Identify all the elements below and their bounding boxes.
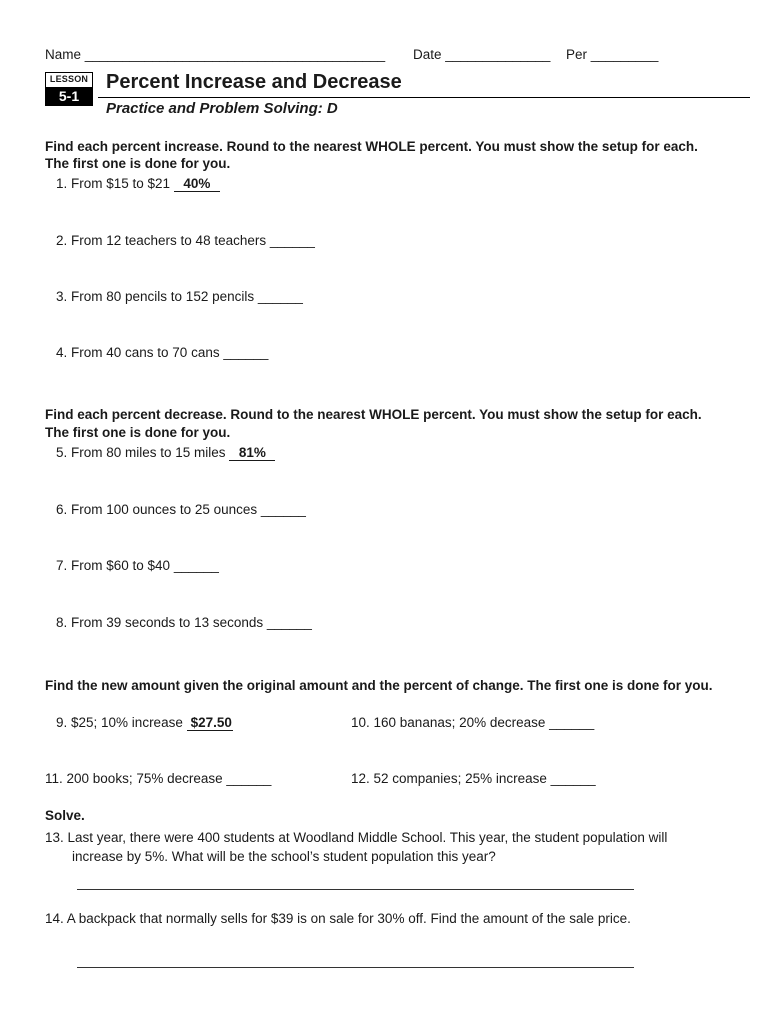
section3-instructions: Find the new amount given the original amount and the percent of change. The first one is done for you. [45,678,713,693]
problem-13-answer-line[interactable] [77,889,634,890]
date-field[interactable]: Date ______________ [413,47,551,62]
problem-13-line1: 13. Last year, there were 400 students at Woodland Middle School. This year, the student population will [45,830,668,845]
problem-8[interactable]: 8. From 39 seconds to 13 seconds ______ [56,615,312,630]
problem-5-answer[interactable]: 81% [229,446,275,461]
title-divider [98,97,750,98]
page-title: Percent Increase and Decrease [106,71,402,93]
problem-13-line2: increase by 5%. What will be the school’s student population this year? [72,849,496,864]
problem-10[interactable]: 10. 160 bananas; 20% decrease ______ [351,715,595,730]
problem-12[interactable]: 12. 52 companies; 25% increase ______ [351,771,596,786]
problem-14-answer-line[interactable] [77,967,634,968]
page-subtitle: Practice and Problem Solving: D [106,100,338,117]
problem-7[interactable]: 7. From $60 to $40 ______ [56,558,219,573]
problem-3[interactable]: 3. From 80 pencils to 152 pencils ______ [56,289,303,304]
problem-5 [56,445,275,461]
problem-9-text: 9. $25; 10% increase [56,715,183,730]
period-field[interactable]: Per _________ [566,47,659,62]
problem-4[interactable]: 4. From 40 cans to 70 cans ______ [56,345,269,360]
problem-6[interactable]: 6. From 100 ounces to 25 ounces ______ [56,502,306,517]
problem-1-text: 1. From $15 to $21 [56,176,171,191]
lesson-badge [45,72,93,106]
problem-9 [56,715,233,731]
problem-9-answer[interactable]: $27.50 [187,716,233,731]
problem-11[interactable]: 11. 200 books; 75% decrease ______ [45,771,272,786]
lesson-label: LESSON [49,74,89,84]
section1-instructions-line1: Find each percent increase. Round to the nearest WHOLE percent. You must show the setup for each. [45,139,698,154]
problem-1-answer[interactable]: 40% [174,177,220,192]
name-field[interactable]: Name ________________________________________ [45,47,386,62]
problem-1 [56,176,220,192]
problem-5-text: 5. From 80 miles to 15 miles [56,445,226,460]
problem-2[interactable]: 2. From 12 teachers to 48 teachers ______ [56,233,315,248]
problem-14: 14. A backpack that normally sells for $39 is on sale for 30% off. Find the amount of the sale price. [45,911,631,926]
section1-instructions-line2: The first one is done for you. [45,156,231,171]
section2-instructions-line2: The first one is done for you. [45,425,231,440]
solve-heading: Solve. [45,808,85,823]
lesson-number: 5-1 [46,87,92,105]
section2-instructions-line1: Find each percent decrease. Round to the nearest WHOLE percent. You must show the setup for each. [45,407,702,422]
